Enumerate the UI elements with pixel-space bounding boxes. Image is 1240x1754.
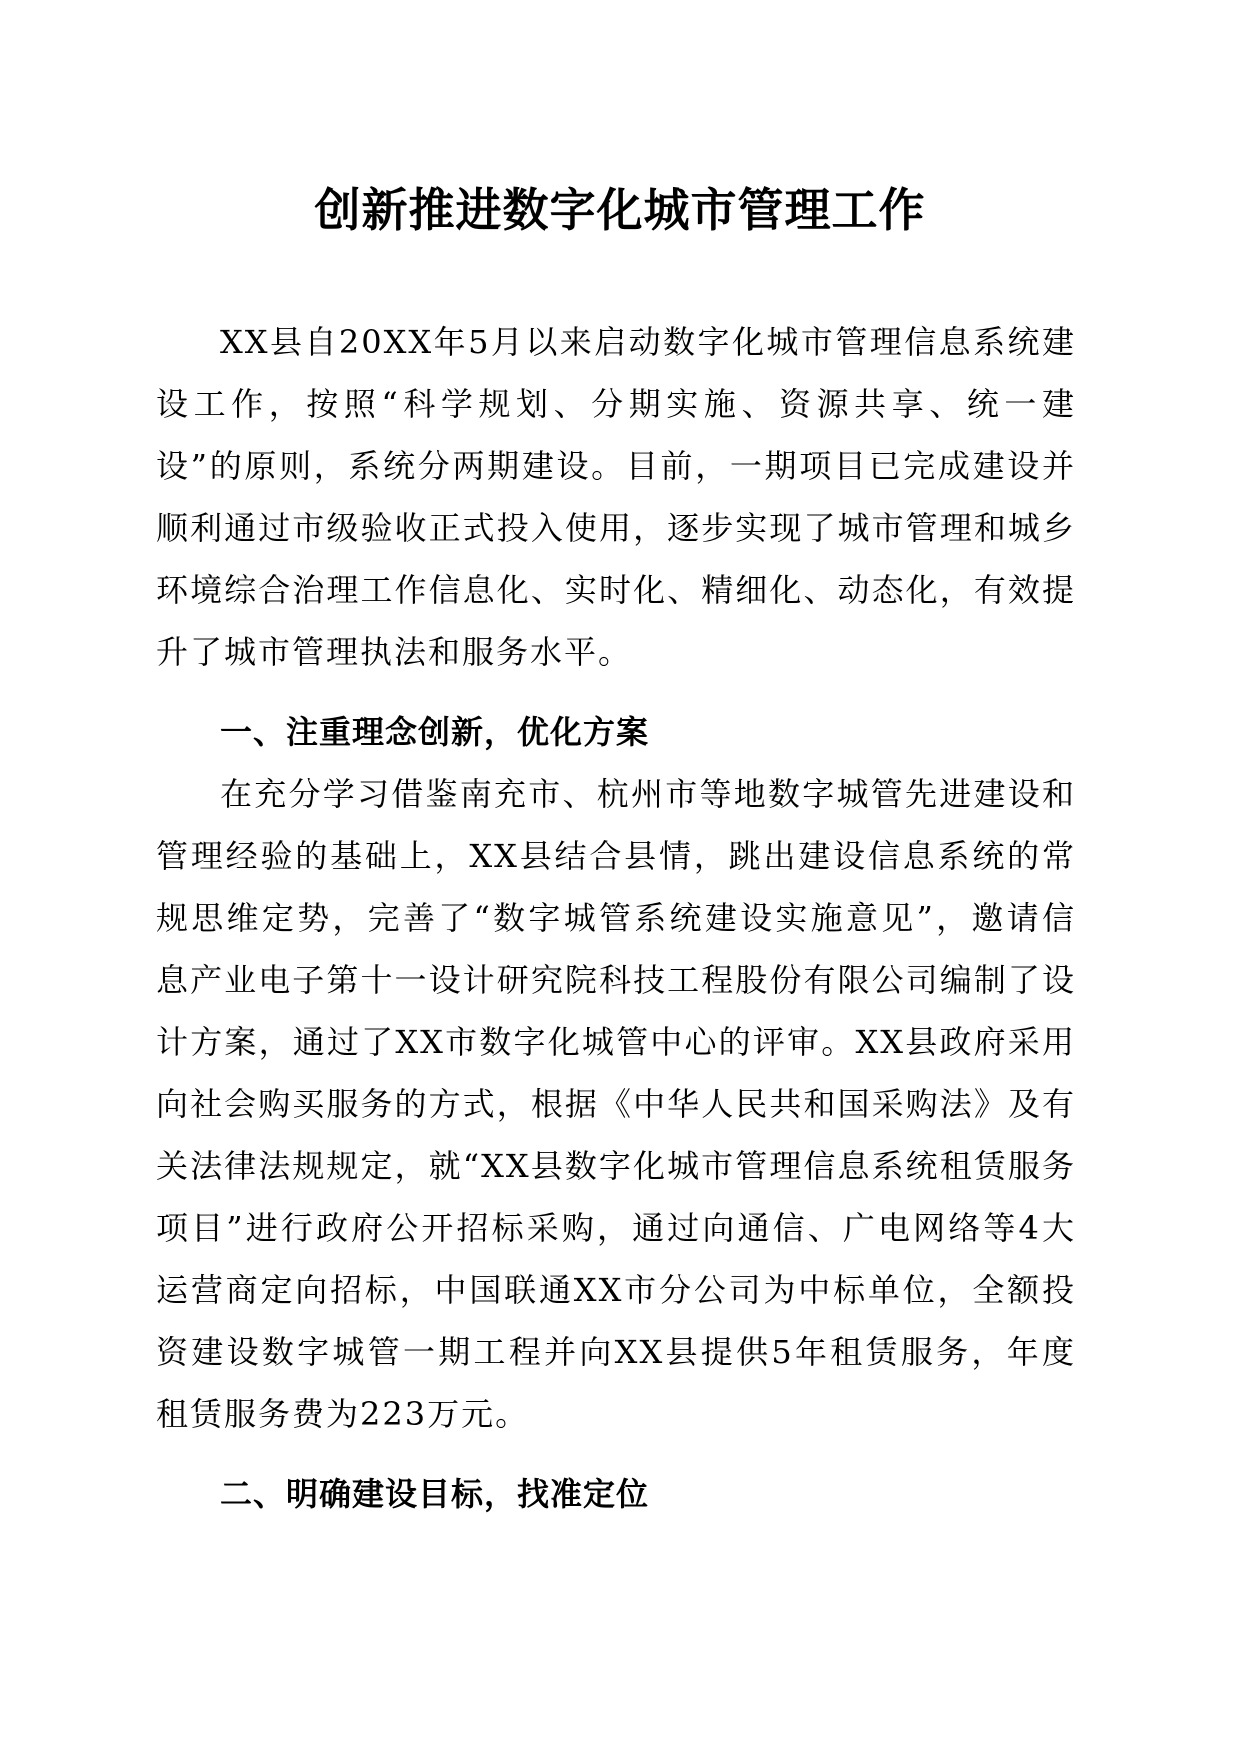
spacer <box>156 683 1076 701</box>
section-heading-1: 一、注重理念创新，优化方案 <box>220 713 650 751</box>
intro-paragraph: XX县自20XX年5月以来启动数字化城市管理信息系统建设工作，按照“科学规划、分期实施、资源共享、统一建设”的原则，系统分两期建设。目前，一期项目已完成建设并顺利通过市级验收正式投入使用，逐步实现了城市管理和城乡环境综合治理工作信息化、实时化、精细化、动态化，有效提升了城市管理执法和服务水平。 <box>156 323 1076 671</box>
section-paragraph-1: 在充分学习借鉴南充市、杭州市等地数字城管先进建设和管理经验的基础上，XX县结合县情，跳出建设信息系统的常规思维定势，完善了“数字城管系统建设实施意见”，邀请信息产业电子第十一设计研究院科技工程股份有限公司编制了设计方案，通过了XX市数字化城管中心的评审。XX县政府采用向社会购买服务的方式，根据《中华人民共和国采购法》及有关法律法规规定，就“XX县数字化城市管理信息系统租赁服务项目”进行政府公开招标采购，通过向通信、广电网络等4大运营商定向招标，中国联通XX市分公司为中标单位，全额投资建设数字城管一期工程并向XX县提供5年租赁服务，年度租赁服务费为223万元。 <box>156 775 1076 1433</box>
spacer <box>156 1445 1076 1463</box>
document-body <box>156 311 1076 1525</box>
section-heading-2: 二、明确建设目标，找准定位 <box>220 1475 650 1513</box>
document-title: 创新推进数字化城市管理工作 <box>314 183 926 237</box>
